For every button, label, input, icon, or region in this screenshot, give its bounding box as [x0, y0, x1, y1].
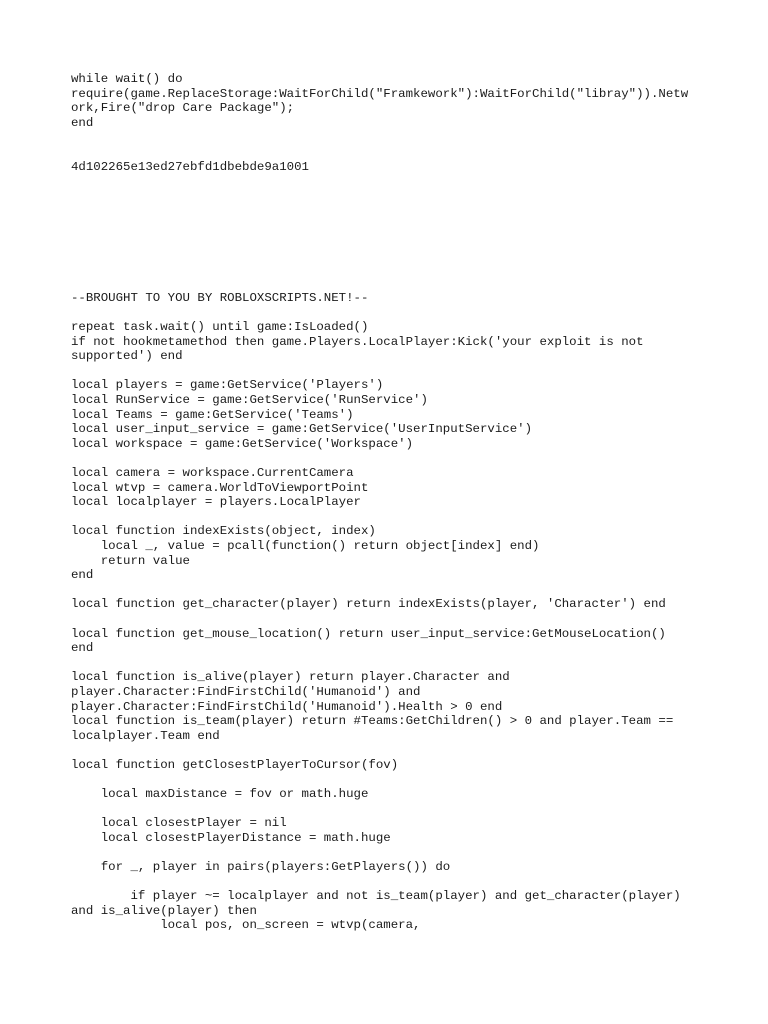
code-line: local localplayer = players.LocalPlayer	[71, 495, 361, 510]
code-line: end	[71, 568, 94, 583]
document-page	[71, 72, 711, 933]
code-line: while wait() do	[71, 72, 183, 86]
code-line	[71, 247, 711, 262]
code-line	[71, 510, 711, 525]
code-line: local function get_mouse_location() return user_input_service:GetMouseLocation()	[71, 626, 666, 641]
code-line: local function is_alive(player) return player.Character and	[71, 670, 510, 685]
code-line	[71, 364, 711, 379]
code-line: and is_alive(player) then	[71, 903, 257, 918]
code-line	[71, 773, 711, 788]
code-line: return value	[71, 553, 190, 568]
code-line: local function getClosestPlayerToCursor(fov)	[71, 757, 399, 772]
code-line: local user_input_service = game:GetService('UserInputService')	[71, 422, 533, 437]
code-line: player.Character:FindFirstChild('Humanoid').Health > 0 end	[71, 699, 503, 714]
code-line: local workspace = game:GetService('Workspace')	[71, 436, 414, 451]
code-line: end	[71, 115, 94, 130]
code-line: local function indexExists(object, index)	[71, 524, 376, 539]
code-line	[71, 583, 711, 598]
code-line	[71, 203, 711, 218]
code-line	[71, 743, 711, 758]
code-line: repeat task.wait() until game:IsLoaded()	[71, 320, 369, 335]
code-line: local players = game:GetService('Players')	[71, 378, 384, 393]
code-line: local maxDistance = fov or math.huge	[71, 787, 369, 802]
code-line: local wtvp = camera.WorldToViewportPoint	[71, 480, 369, 495]
code-line: require(game.ReplaceStorage:WaitForChild("Framkework"):WaitForChild("libray")).Netw	[71, 86, 689, 101]
code-line	[71, 306, 711, 321]
code-line: player.Character:FindFirstChild('Humanoid') and	[71, 684, 421, 699]
code-line	[71, 656, 711, 671]
code-line	[71, 845, 711, 860]
code-line: ork,Fire("drop Care Package");	[71, 101, 295, 116]
code-line: local RunService = game:GetService('RunService')	[71, 393, 428, 408]
code-line	[71, 875, 711, 890]
code-line: if not hookmetamethod then game.Players.LocalPlayer:Kick('your exploit is not	[71, 334, 644, 349]
code-line	[71, 174, 711, 189]
code-line	[71, 130, 711, 145]
code-line: end	[71, 641, 94, 656]
code-line	[71, 451, 711, 466]
code-line: local function get_character(player) return indexExists(player, 'Character') end	[71, 597, 666, 612]
code-line	[71, 189, 711, 204]
code-line: if player ~= localplayer and not is_team(player) and get_character(player)	[71, 889, 681, 904]
code-line: local _, value = pcall(function() return object[index] end)	[71, 539, 540, 553]
code-line: local closestPlayer = nil	[71, 816, 287, 831]
code-line: local Teams = game:GetService('Teams')	[71, 407, 354, 422]
code-line: for _, player in pairs(players:GetPlayers()) do	[71, 860, 451, 875]
code-line: 4d102265e13ed27ebfd1dbebde9a1001	[71, 159, 309, 174]
code-block	[71, 72, 711, 933]
code-line: --BROUGHT TO YOU BY ROBLOXSCRIPTS.NET!--	[71, 290, 369, 305]
code-line	[71, 276, 711, 291]
code-line	[71, 145, 711, 160]
code-line: localplayer.Team end	[71, 728, 220, 743]
code-line: local closestPlayerDistance = math.huge	[71, 830, 391, 845]
code-line	[71, 233, 711, 248]
code-line: local pos, on_screen = wtvp(camera,	[71, 918, 421, 933]
code-line	[71, 262, 711, 277]
code-line	[71, 218, 711, 233]
code-line: local camera = workspace.CurrentCamera	[71, 466, 354, 481]
code-line: supported') end	[71, 349, 183, 364]
code-line	[71, 612, 711, 627]
code-line: local function is_team(player) return #Teams:GetChildren() > 0 and player.Team ==	[71, 714, 674, 729]
code-line	[71, 802, 711, 817]
